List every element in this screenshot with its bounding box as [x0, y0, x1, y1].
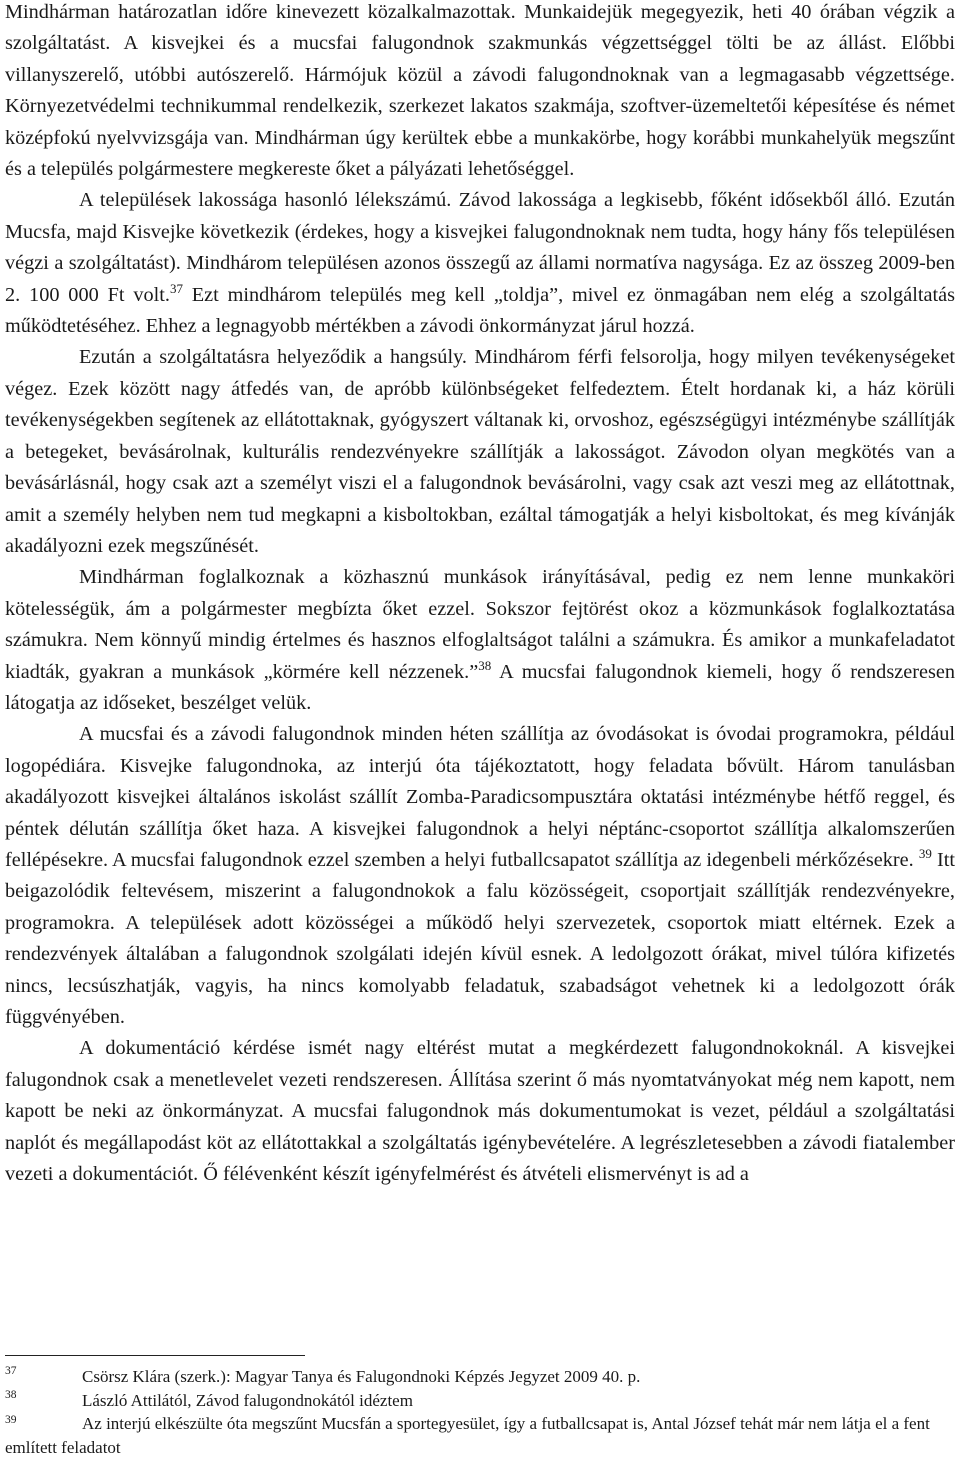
footnote-37	[5, 1365, 955, 1389]
footnote-text: Csörsz Klára (szerk.): Magyar Tanya és Falugondnoki Képzés Jegyzet 2009 40. p.	[82, 1367, 641, 1386]
footnote-number: 37	[5, 1365, 17, 1377]
document-page	[5, 0, 955, 1468]
paragraph-text: A települések lakossága hasonló lélekszámú. Závod lakossága a legkisebb, főként idősekből álló. Ezután Mucsfa, majd Kisvejke következik (érdekes, hogy a kisvejkei falugondnoknak nem tudta, hogy hány fős településen végzi a szolgáltatást). Mindhárom településen azonos összegű az állami normatíva nagysága. Ez az összeg 2009-ben 2. 100 000 Ft volt.	[5, 189, 955, 306]
body-text	[5, 0, 955, 1190]
paragraph-text: Ezután a szolgáltatásra helyeződik a hangsúly. Mindhárom férfi felsorolja, hogy milyen tevékenységeket végez. Ezek között nagy átfedés van, de apróbb különbségeket felfedeztem. Ételt hordanak ki, a ház körüli tevékenységekben segítenek az ellátottaknak, gyógyszert váltanak ki, orvoshoz, egészségügyi intézménybe szállítják a betegeket, bevásárolnak, kulturális rendezvényekre szállítják a lakosságot. Závodon olyan megkötés van a bevásárlásnál, hogy csak azt a személyt viszi el a falugondnok bevásárolni, vagy csak azt veszi meg az ellátottnak, amit a személy helyben nem tud megkapni a kisboltokban, ezáltal támogatják a helyi kisboltokat, és meg kívánják akadályozni ezek megszűnését.	[5, 346, 955, 557]
paragraph-text: A mucsfai és a závodi falugondnok minden héten szállítja az óvodásokat is óvodai programokra, például logopédiára. Kisvejke falugondnoka, az interjú óta tájékoztatott, hogy feladata bővült. Három tanulásban akadályozott kisvejkei általános iskolást szállít Zomba-Paradicsompusztára oktatási intézménybe hétfő reggel, és péntek délután szállítja őket haza. A kisvejkei falugondnok a helyi néptánc-csoportot szállítja alkalomszerűen fellépésekre. A mucsfai falugondnok ezzel szemben a helyi futballcsapatot szállítja az idegenbeli mérkőzésekre.	[5, 723, 955, 871]
paragraph-text: Mindhárman határozatlan időre kinevezett közalkalmazottak. Munkaidejük megegyezik, heti 40 órában végzik a szolgáltatást. A kisvejkei és a mucsfai falugondnok szakmunkás végzettséggel tölti be az állást. Előbbi villanyszerelő, utóbbi autószerelő. Hármójuk közül a závodi falugondnoknak van a legmagasabb végzettsége. Környezetvédelmi technikummal rendelkezik, szerkezet lakatos szakmája, szoftver-üzemeltetői képesítése és német középfokú nyelvvizsgája van. Mindhárman úgy kerültek ebbe a munkakörbe, hogy korábbi munkahelyük megszűnt és a település polgármestere megkereste őket a pályázati lehetőséggel.	[5, 1, 955, 181]
paragraph	[5, 562, 955, 719]
paragraph-text: Ezt mindhárom település meg kell „toldja”, mivel ez önmagában nem elég a szolgáltatás működtetéséhez. Ehhez a legnagyobb mértékben a závodi önkormányzat járul hozzá.	[5, 283, 955, 338]
paragraph-text: A dokumentáció kérdése ismét nagy eltérést mutat a megkérdezett falugondnokoknál. A kisvejkei falugondnok csak a menetlevelet vezeti rendszeresen. Állítása szerint ő más nyomtatványokat még nem kapott, nem kapott be neki az önkormányzat. A mucsfai falugondnok más dokumentumokat is vezet, például a szolgáltatási naplót és megállapodást köt az ellátottakkal a szolgáltatás igénybevételére. A legrészletesebben a závodi fiatalember vezeti a dokumentációt. Ő félévenként készít igényfelmérést és átvételi elismervényt is ad a	[5, 1037, 955, 1186]
paragraph-text: Itt beigazolódik feltevésem, miszerint a falugondnokok a falu közösségeit, csoportjait szállítják rendezvényekre, programokra. A települések adott közösségei a működő helyi szervezetek, csoportok miatt eltérnek. Ezek a rendezvények általában a falugondnok szolgálati idején kívül esnek. A ledolgozott órákat, mivel túlóra kifizetés nincs, lecsúszhatják, vagyis, ha nincs komolyabb feladatuk, szabadságot vehetnek ki a ledolgozott órák függvényében.	[5, 848, 955, 1028]
footnote-ref[interactable]: 37	[169, 280, 183, 296]
footnote-38	[5, 1389, 955, 1413]
footnote-text: Az interjú elkészülte óta megszűnt Mucsfán a sportegyesület, így a futballcsapat is, Antal József tehát már nem látja el a fent említett feladatot	[5, 1414, 930, 1457]
footnote-text: László Attilától, Závod falugondnokától idéztem	[82, 1390, 413, 1410]
paragraph	[5, 185, 955, 342]
footnote-ref[interactable]: 38	[478, 657, 492, 673]
paragraph	[5, 0, 955, 185]
footnote-separator	[5, 1355, 305, 1356]
footnotes	[5, 1365, 955, 1459]
paragraph-text: A mucsfai falugondnok kiemeli, hogy ő rendszeresen látogatja az időseket, beszélget velük.	[5, 660, 956, 714]
footnote-ref[interactable]: 39	[918, 845, 932, 861]
paragraph	[5, 719, 955, 1033]
paragraph	[5, 1033, 955, 1190]
paragraph	[5, 342, 955, 562]
footnote-number: 38	[5, 1388, 17, 1401]
paragraph-text: Mindhárman foglalkoznak a közhasznú munkások irányításával, pedig ez nem lenne munkaköri kötelességük, ám a polgármester megbízta őket ezzel. Sokszor fejtörést okoz a közmunkások foglalkoztatása számukra. Nem könnyű mindig értelmes és hasznos elfoglaltságot találni a számukra. És amikor a munkafeladatot kiadták, gyakran a munkások „körmére kell nézzenek.”	[5, 566, 955, 683]
footnote-39: 39 Az interjú elkészülte óta megszűnt Mucsfán a sportegyesület, így a futballcsapat is, Antal József tehát már nem látja el a fent említett feladatot	[5, 1414, 930, 1457]
